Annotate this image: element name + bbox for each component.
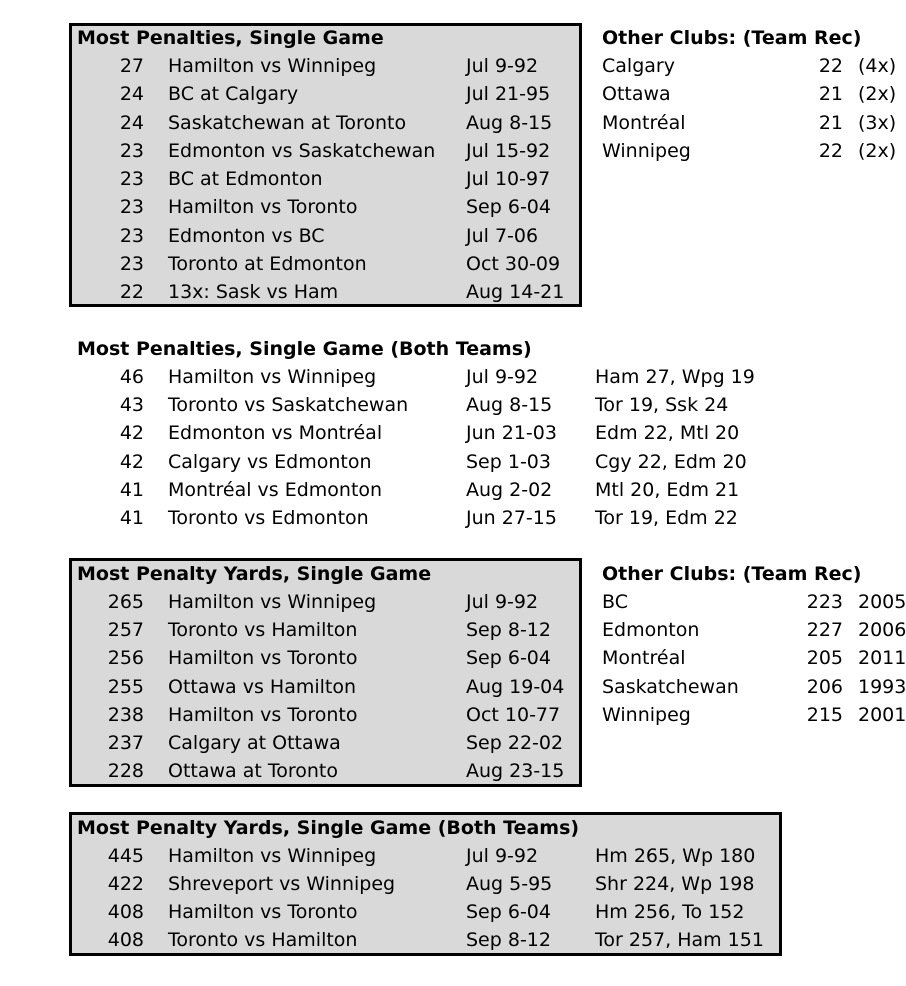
game-date: Sep 22-02 [466, 732, 564, 754]
team-record: 22 [818, 55, 843, 77]
penalty-count: 27 [119, 55, 144, 77]
game-matchup: Hamilton vs Winnipeg [168, 366, 377, 388]
game-matchup: Hamilton vs Winnipeg [168, 55, 377, 77]
game-date: Jul 9-92 [466, 366, 539, 388]
yards-count: 265 [107, 591, 144, 613]
game-matchup: Toronto vs Hamilton [168, 619, 358, 641]
table-row [0, 616, 906, 644]
game-matchup: Ottawa vs Hamilton [168, 676, 357, 698]
table-row [0, 109, 900, 137]
game-matchup: Hamilton vs Toronto [168, 704, 358, 726]
record-year: 1993 [858, 676, 906, 698]
game-date: Jul 7-06 [466, 225, 539, 247]
team-breakdown: Tor 257, Ham 151 [595, 929, 764, 951]
penalty-count: 46 [119, 366, 144, 388]
record-times: (4x) [858, 55, 897, 77]
other-clubs-penalties-title: Other Clubs: (Team Rec) [602, 27, 862, 49]
table-row [0, 701, 906, 729]
penalty-count: 41 [119, 507, 144, 529]
game-date: Aug 5-95 [466, 873, 553, 895]
team-record: 215 [806, 704, 843, 726]
game-date: Sep 6-04 [466, 196, 551, 218]
record-year: 2001 [858, 704, 906, 726]
yards-count: 445 [107, 845, 144, 867]
other-clubs-yards-title: Other Clubs: (Team Rec) [602, 563, 862, 585]
club-name: Calgary [602, 55, 675, 77]
table-row [0, 222, 900, 250]
game-date: Oct 10-77 [466, 704, 561, 726]
table-row [0, 588, 906, 616]
team-record: 206 [806, 676, 843, 698]
game-matchup: Toronto vs Hamilton [168, 929, 358, 951]
penalty-count: 23 [119, 225, 144, 247]
team-breakdown: Shr 224, Wp 198 [595, 873, 755, 895]
most-penalties-title: Most Penalties, Single Game [77, 27, 384, 49]
table-row [0, 757, 900, 785]
team-breakdown: Hm 256, To 152 [595, 901, 745, 923]
table-row [0, 278, 900, 306]
penalty-count: 41 [119, 479, 144, 501]
table-row [0, 476, 900, 504]
yards-count: 408 [107, 901, 144, 923]
penalty-count: 22 [119, 281, 144, 303]
penalty-count: 43 [119, 394, 144, 416]
most-penalties-both-title: Most Penalties, Single Game (Both Teams) [77, 338, 532, 360]
table-row [0, 165, 900, 193]
yards-count: 237 [107, 732, 144, 754]
game-matchup: 13x: Sask vs Ham [168, 281, 339, 303]
record-times: (3x) [858, 112, 897, 134]
game-date: Jul 10-97 [466, 168, 551, 190]
game-date: Jun 21-03 [466, 422, 557, 444]
table-row [0, 673, 906, 701]
game-date: Jul 21-95 [466, 83, 551, 105]
penalty-count: 23 [119, 196, 144, 218]
club-name: Montréal [602, 112, 686, 134]
game-matchup: Saskatchewan at Toronto [168, 112, 407, 134]
game-date: Sep 1-03 [466, 451, 551, 473]
team-breakdown: Mtl 20, Edm 21 [595, 479, 740, 501]
table-row [0, 644, 906, 672]
table-row [0, 926, 900, 954]
record-year: 2011 [858, 647, 906, 669]
club-name: Montréal [602, 647, 686, 669]
game-matchup: Toronto at Edmonton [168, 253, 367, 275]
yards-count: 255 [107, 676, 144, 698]
game-matchup: Shreveport vs Winnipeg [168, 873, 396, 895]
team-record: 21 [818, 112, 843, 134]
yards-count: 422 [107, 873, 144, 895]
table-row [0, 898, 900, 926]
team-record: 227 [806, 619, 843, 641]
game-matchup: Calgary at Ottawa [168, 732, 341, 754]
record-year: 2005 [858, 591, 906, 613]
most-penalty-yards-title: Most Penalty Yards, Single Game [77, 563, 432, 585]
club-name: BC [602, 591, 628, 613]
team-record: 21 [818, 83, 843, 105]
record-year: 2006 [858, 619, 906, 641]
club-name: Edmonton [602, 619, 700, 641]
game-matchup: Edmonton vs BC [168, 225, 325, 247]
game-date: Jul 9-92 [466, 591, 539, 613]
game-date: Sep 8-12 [466, 929, 551, 951]
game-date: Aug 8-15 [466, 112, 553, 134]
game-date: Sep 6-04 [466, 647, 551, 669]
team-breakdown: Tor 19, Edm 22 [595, 507, 738, 529]
game-matchup: Hamilton vs Toronto [168, 647, 358, 669]
table-row [0, 193, 900, 221]
game-date: Aug 14-21 [466, 281, 565, 303]
game-matchup: BC at Edmonton [168, 168, 323, 190]
table-row [0, 250, 900, 278]
penalty-count: 23 [119, 168, 144, 190]
game-date: Aug 2-02 [466, 479, 553, 501]
game-matchup: Edmonton vs Saskatchewan [168, 140, 436, 162]
game-date: Jul 9-92 [466, 845, 539, 867]
game-matchup: Calgary vs Edmonton [168, 451, 372, 473]
penalty-count: 42 [119, 451, 144, 473]
game-matchup: Ottawa at Toronto [168, 760, 338, 782]
team-record: 223 [806, 591, 843, 613]
record-times: (2x) [858, 140, 897, 162]
yards-count: 238 [107, 704, 144, 726]
table-row [0, 870, 900, 898]
table-row [0, 729, 900, 757]
team-breakdown: Hm 265, Wp 180 [595, 845, 756, 867]
table-row [0, 419, 900, 447]
yards-count: 228 [107, 760, 144, 782]
game-date: Jun 27-15 [466, 507, 557, 529]
table-row [0, 504, 900, 532]
penalty-count: 24 [119, 83, 144, 105]
game-matchup: Montréal vs Edmonton [168, 479, 383, 501]
team-record: 205 [806, 647, 843, 669]
game-date: Aug 8-15 [466, 394, 553, 416]
game-matchup: Edmonton vs Montréal [168, 422, 383, 444]
game-matchup: Hamilton vs Toronto [168, 901, 358, 923]
game-matchup: BC at Calgary [168, 83, 299, 105]
team-breakdown: Ham 27, Wpg 19 [595, 366, 755, 388]
table-row [0, 391, 900, 419]
table-row [0, 842, 900, 870]
game-matchup: Toronto vs Saskatchewan [168, 394, 409, 416]
club-name: Ottawa [602, 83, 671, 105]
game-date: Aug 23-15 [466, 760, 565, 782]
penalty-count: 24 [119, 112, 144, 134]
game-matchup: Hamilton vs Winnipeg [168, 591, 377, 613]
team-record: 22 [818, 140, 843, 162]
club-name: Saskatchewan [602, 676, 739, 698]
penalty-count: 42 [119, 422, 144, 444]
game-date: Sep 8-12 [466, 619, 551, 641]
table-row [0, 80, 900, 108]
team-breakdown: Edm 22, Mtl 20 [595, 422, 740, 444]
game-matchup: Hamilton vs Winnipeg [168, 845, 377, 867]
yards-count: 408 [107, 929, 144, 951]
team-breakdown: Cgy 22, Edm 20 [595, 451, 747, 473]
yards-count: 257 [107, 619, 144, 641]
game-date: Jul 9-92 [466, 55, 539, 77]
game-date: Oct 30-09 [466, 253, 561, 275]
table-row [0, 448, 900, 476]
club-name: Winnipeg [602, 704, 691, 726]
table-row [0, 137, 900, 165]
team-breakdown: Tor 19, Ssk 24 [595, 394, 729, 416]
yards-count: 256 [107, 647, 144, 669]
record-times: (2x) [858, 83, 897, 105]
game-date: Aug 19-04 [466, 676, 565, 698]
game-date: Jul 15-92 [466, 140, 551, 162]
penalty-count: 23 [119, 140, 144, 162]
game-matchup: Toronto vs Edmonton [168, 507, 369, 529]
penalty-count: 23 [119, 253, 144, 275]
most-penalty-yards-both-title: Most Penalty Yards, Single Game (Both Teams) [77, 817, 580, 839]
table-row [0, 363, 900, 391]
game-date: Sep 6-04 [466, 901, 551, 923]
club-name: Winnipeg [602, 140, 691, 162]
game-matchup: Hamilton vs Toronto [168, 196, 358, 218]
table-row [0, 52, 900, 80]
